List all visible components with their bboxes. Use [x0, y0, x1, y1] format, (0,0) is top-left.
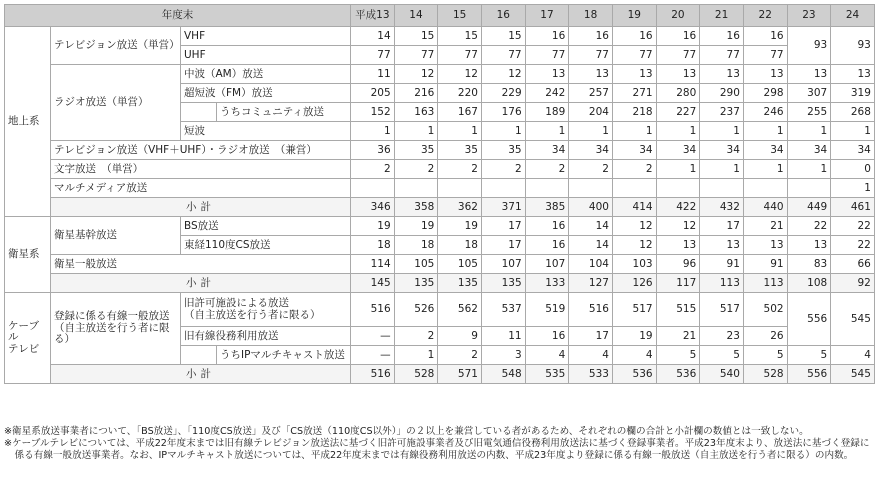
cell: 14	[569, 217, 613, 236]
cell: 77	[438, 46, 482, 65]
cell: 92	[831, 274, 875, 293]
row-satellite-general	[5, 255, 875, 274]
cell: 4	[831, 346, 875, 365]
cell: 18	[394, 236, 438, 255]
cell: 77	[525, 46, 569, 65]
cell: 77	[700, 46, 744, 65]
cell: 1	[612, 122, 656, 141]
year-header: 20	[656, 5, 700, 27]
cell: 77	[743, 46, 787, 65]
cell: 242	[525, 84, 569, 103]
year-header: 18	[569, 5, 613, 27]
cell: 528	[394, 365, 438, 384]
cell-merged: 93	[787, 27, 831, 65]
cell: 9	[438, 327, 482, 346]
cell: 526	[394, 293, 438, 327]
cell: 176	[481, 103, 525, 122]
cell: 246	[743, 103, 787, 122]
cell: 516	[569, 293, 613, 327]
cell: 11	[351, 65, 395, 84]
year-header: 24	[831, 5, 875, 27]
subtotal-label: 小計	[51, 274, 351, 293]
cell: —	[351, 346, 395, 365]
cell: 449	[787, 198, 831, 217]
cell: 104	[569, 255, 613, 274]
cell	[787, 179, 831, 198]
cell: 107	[481, 255, 525, 274]
cell: 34	[656, 141, 700, 160]
cell: 15	[438, 27, 482, 46]
year-header: 22	[743, 5, 787, 27]
cell: 77	[351, 46, 395, 65]
cell	[700, 179, 744, 198]
cell: 91	[700, 255, 744, 274]
year-header: 平成13	[351, 5, 395, 27]
cell: 229	[481, 84, 525, 103]
cell: 1	[525, 122, 569, 141]
cell: 19	[394, 217, 438, 236]
cell: 113	[743, 274, 787, 293]
cell: 13	[569, 65, 613, 84]
cell: 13	[612, 65, 656, 84]
cell: 16	[743, 27, 787, 46]
cell: 220	[438, 84, 482, 103]
cell	[525, 179, 569, 198]
cell: 422	[656, 198, 700, 217]
cell-merged: 93	[831, 27, 875, 65]
row-label: 旧許可施設による放送 （自主放送を行う者に限る）	[181, 293, 351, 327]
cell: 12	[394, 65, 438, 84]
category-terrestrial: 地上系	[5, 27, 51, 217]
cell: 15	[481, 27, 525, 46]
cell: 16	[656, 27, 700, 46]
cell: 414	[612, 198, 656, 217]
category-cable: ケーブル テレビ	[5, 293, 51, 384]
row-label: うちコミュニティ放送	[217, 103, 351, 122]
cell: 502	[743, 293, 787, 327]
cell: 135	[438, 274, 482, 293]
cell: —	[351, 327, 395, 346]
cell: 26	[743, 327, 787, 346]
cell: 35	[481, 141, 525, 160]
row-tv-radio-combined	[5, 141, 875, 160]
cell: 13	[656, 65, 700, 84]
cell: 114	[351, 255, 395, 274]
cell: 515	[656, 293, 700, 327]
cell: 12	[656, 217, 700, 236]
cell: 77	[656, 46, 700, 65]
cell: 14	[351, 27, 395, 46]
cell: 34	[525, 141, 569, 160]
cell: 319	[831, 84, 875, 103]
cell: 358	[394, 198, 438, 217]
row-terrestrial-subtotal	[5, 198, 875, 217]
row-label: 衛星一般放送	[51, 255, 351, 274]
cell: 34	[743, 141, 787, 160]
cell: 13	[831, 65, 875, 84]
cell: 12	[612, 217, 656, 236]
cell: 133	[525, 274, 569, 293]
cell: 34	[831, 141, 875, 160]
group-satellite-core: 衛星基幹放送	[51, 217, 181, 255]
cell: 34	[700, 141, 744, 160]
cell-merged: 556	[787, 293, 831, 346]
row-label: テレビジョン放送（VHF＋UHF）・ラジオ放送 （兼営）	[51, 141, 351, 160]
row-radio-mw	[5, 65, 875, 84]
cell	[481, 179, 525, 198]
cell: 4	[525, 346, 569, 365]
row-label: BS放送	[181, 217, 351, 236]
cell: 16	[525, 217, 569, 236]
cell: 298	[743, 84, 787, 103]
cell: 13	[787, 65, 831, 84]
cell: 432	[700, 198, 744, 217]
cell: 548	[481, 365, 525, 384]
cell: 516	[351, 365, 395, 384]
cell: 528	[743, 365, 787, 384]
year-header: 15	[438, 5, 482, 27]
cell: 216	[394, 84, 438, 103]
cell: 23	[700, 327, 744, 346]
row-label: UHF	[181, 46, 351, 65]
row-label: 文字放送 （単営）	[51, 160, 351, 179]
cell: 14	[569, 236, 613, 255]
group-tv-single: テレビジョン放送（単営）	[51, 27, 181, 65]
cell: 189	[525, 103, 569, 122]
cell: 227	[656, 103, 700, 122]
cell: 2	[438, 160, 482, 179]
cell: 35	[438, 141, 482, 160]
footnote: ※衛星系放送事業者について、「BS放送」、「110度CS放送」及び「CS放送（110度CS以外）」の２以上を兼営している者があるため、それぞれの欄の合計と小計欄の数値とは一致しない。	[4, 426, 809, 437]
cell: 21	[656, 327, 700, 346]
cell: 385	[525, 198, 569, 217]
row-label: 超短波（FM）放送	[181, 84, 351, 103]
cell: 107	[525, 255, 569, 274]
cell: 18	[351, 236, 395, 255]
cell: 17	[481, 217, 525, 236]
cell: 257	[569, 84, 613, 103]
cell: 1	[700, 122, 744, 141]
group-radio-single: ラジオ放送（単営）	[51, 65, 181, 141]
category-satellite: 衛星系	[5, 217, 51, 293]
cell: 2	[438, 346, 482, 365]
cell: 1	[656, 160, 700, 179]
footnote: ※ケーブルテレビについては、平成22年度末までは旧有線テレビジョン放送法に基づく旧許可施設事業者及び旧電気通信役務利用放送法に基づく登録事業者。平成23年度末より、放送法に基づく登録に係る有線一般放送事業者。なお、IPマルチキャスト放送については、平成22年度末までは有線役務利用放送の内数、平成23年度より登録に係る有線一般放送（自主放送を行う者に限る）の内数。	[4, 438, 870, 461]
cell: 4	[569, 346, 613, 365]
cell: 271	[612, 84, 656, 103]
row-cable-facility	[5, 293, 875, 327]
row-label: 東経110度CS放送	[181, 236, 351, 255]
cell: 167	[438, 103, 482, 122]
cell: 362	[438, 198, 482, 217]
year-header: 21	[700, 5, 744, 27]
cell: 77	[394, 46, 438, 65]
cell: 17	[700, 217, 744, 236]
cell: 105	[438, 255, 482, 274]
cell: 1	[787, 160, 831, 179]
cell	[394, 179, 438, 198]
cell: 536	[656, 365, 700, 384]
broadcasters-table	[4, 4, 875, 384]
cell: 108	[787, 274, 831, 293]
cell: 2	[612, 160, 656, 179]
subtotal-label: 小計	[51, 198, 351, 217]
cell: 163	[394, 103, 438, 122]
cell: 1	[700, 160, 744, 179]
cell: 461	[831, 198, 875, 217]
cell	[569, 179, 613, 198]
cell: 2	[569, 160, 613, 179]
cell: 517	[612, 293, 656, 327]
cell: 21	[743, 217, 787, 236]
cell	[612, 179, 656, 198]
cell: 5	[787, 346, 831, 365]
cell: 2	[351, 160, 395, 179]
cell: 117	[656, 274, 700, 293]
cell: 0	[831, 160, 875, 179]
cell: 13	[700, 65, 744, 84]
cell: 22	[787, 217, 831, 236]
header-label: 年度末	[5, 5, 351, 27]
cell: 536	[612, 365, 656, 384]
cell: 205	[351, 84, 395, 103]
row-label: VHF	[181, 27, 351, 46]
cell: 34	[787, 141, 831, 160]
cell: 1	[569, 122, 613, 141]
cell: 12	[481, 65, 525, 84]
year-header: 17	[525, 5, 569, 27]
cell: 2	[394, 160, 438, 179]
indent-cell	[181, 103, 217, 122]
cell: 16	[525, 236, 569, 255]
cell: 346	[351, 198, 395, 217]
cell: 77	[612, 46, 656, 65]
cell: 400	[569, 198, 613, 217]
cell: 17	[481, 236, 525, 255]
cell: 1	[656, 122, 700, 141]
cell: 16	[700, 27, 744, 46]
cell	[743, 179, 787, 198]
row-label: 旧有線役務利用放送	[181, 327, 351, 346]
cell: 91	[743, 255, 787, 274]
cell: 307	[787, 84, 831, 103]
cell: 3	[481, 346, 525, 365]
cell: 1	[351, 122, 395, 141]
year-header: 19	[612, 5, 656, 27]
cell-merged: 545	[831, 293, 875, 346]
cell: 15	[394, 27, 438, 46]
header-row	[5, 5, 875, 27]
cell: 2	[481, 160, 525, 179]
cell: 77	[569, 46, 613, 65]
cell: 535	[525, 365, 569, 384]
year-header: 16	[481, 5, 525, 27]
cell	[351, 179, 395, 198]
cell: 113	[700, 274, 744, 293]
row-label: うちIPマルチキャスト放送	[217, 346, 351, 365]
cell: 22	[831, 217, 875, 236]
cell: 1	[481, 122, 525, 141]
cell: 571	[438, 365, 482, 384]
cell: 19	[612, 327, 656, 346]
row-label: 中波（AM）放送	[181, 65, 351, 84]
cell: 540	[700, 365, 744, 384]
cell: 255	[787, 103, 831, 122]
cell: 36	[351, 141, 395, 160]
cell: 105	[394, 255, 438, 274]
cell: 126	[612, 274, 656, 293]
cell: 440	[743, 198, 787, 217]
cell: 556	[787, 365, 831, 384]
row-label: マルチメディア放送	[51, 179, 351, 198]
cell: 19	[351, 217, 395, 236]
cell: 13	[787, 236, 831, 255]
cell: 237	[700, 103, 744, 122]
cell: 19	[438, 217, 482, 236]
cell: 1	[438, 122, 482, 141]
row-label: 短波	[181, 122, 351, 141]
row-satellite-subtotal	[5, 274, 875, 293]
cell: 1	[743, 160, 787, 179]
year-header: 23	[787, 5, 831, 27]
cell: 66	[831, 255, 875, 274]
cell: 2	[525, 160, 569, 179]
cell: 135	[481, 274, 525, 293]
cell: 280	[656, 84, 700, 103]
row-text-broadcast	[5, 160, 875, 179]
cell: 145	[351, 274, 395, 293]
cell: 13	[656, 236, 700, 255]
group-cable-registered: 登録に係る有線一般放送 （自主放送を行う者に限る）	[51, 293, 181, 365]
row-multimedia	[5, 179, 875, 198]
cell: 11	[481, 327, 525, 346]
cell: 12	[612, 236, 656, 255]
cell: 516	[351, 293, 395, 327]
cell: 12	[438, 65, 482, 84]
year-header: 14	[394, 5, 438, 27]
cell: 537	[481, 293, 525, 327]
cell: 127	[569, 274, 613, 293]
cell: 18	[438, 236, 482, 255]
cell: 35	[394, 141, 438, 160]
cell: 533	[569, 365, 613, 384]
cell: 1	[787, 122, 831, 141]
cell: 519	[525, 293, 569, 327]
cell: 16	[569, 27, 613, 46]
cell: 13	[743, 65, 787, 84]
cell: 1	[394, 122, 438, 141]
cell: 204	[569, 103, 613, 122]
cell: 4	[612, 346, 656, 365]
cell: 5	[656, 346, 700, 365]
cell: 34	[612, 141, 656, 160]
cell: 371	[481, 198, 525, 217]
cell: 290	[700, 84, 744, 103]
cell: 22	[831, 236, 875, 255]
cell: 96	[656, 255, 700, 274]
row-cable-subtotal	[5, 365, 875, 384]
cell	[438, 179, 482, 198]
footnotes	[4, 426, 874, 462]
cell: 1	[394, 346, 438, 365]
cell: 1	[831, 179, 875, 198]
cell: 545	[831, 365, 875, 384]
cell: 135	[394, 274, 438, 293]
cell: 268	[831, 103, 875, 122]
cell: 77	[481, 46, 525, 65]
cell	[656, 179, 700, 198]
cell: 5	[743, 346, 787, 365]
cell: 5	[700, 346, 744, 365]
cell: 218	[612, 103, 656, 122]
cell: 517	[700, 293, 744, 327]
cell: 562	[438, 293, 482, 327]
cell: 34	[569, 141, 613, 160]
indent-cell	[181, 346, 217, 365]
subtotal-label: 小計	[51, 365, 351, 384]
cell: 16	[525, 327, 569, 346]
cell: 1	[831, 122, 875, 141]
row-bs	[5, 217, 875, 236]
cell: 16	[525, 27, 569, 46]
cell: 17	[569, 327, 613, 346]
cell: 1	[743, 122, 787, 141]
cell: 16	[612, 27, 656, 46]
cell: 2	[394, 327, 438, 346]
cell: 103	[612, 255, 656, 274]
cell: 13	[525, 65, 569, 84]
row-tv-vhf	[5, 27, 875, 46]
cell: 13	[700, 236, 744, 255]
cell: 152	[351, 103, 395, 122]
cell: 13	[743, 236, 787, 255]
cell: 83	[787, 255, 831, 274]
